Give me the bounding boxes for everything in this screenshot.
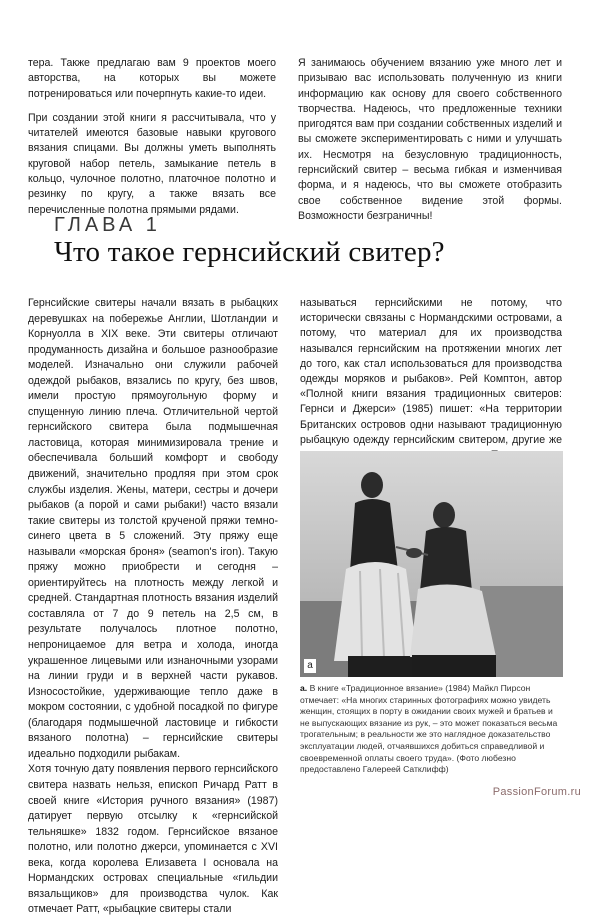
photo-label: а [304, 659, 316, 673]
chapter-label: ГЛАВА 1 [54, 214, 161, 236]
body-paragraph: называться гернсийскими не потому, что исторически связаны с Нормандскими островами, а потому, что материал для их производства назывался гернсийским на протяжении многих лет до того, как стал использоваться для производства одежды моряков и рыбаков». Рей Комптон, автор «Полной книги вязания традиционных свитеров: Гернси и Джерси» (1985) пишет: «На территории Британских островов одни называют традиционную рыбацкую одежду гернсийским свитером, другие же [300, 297, 562, 446]
historical-photo [300, 451, 563, 677]
intro-left-paragraph: При создании этой книги я рассчитывала, что у читателей имеются базовые навыки кругового вязания спицами. Вы должны уметь выполнять круговой набор петель, замыкание петель в кольцо, чулочное полотно, платочное полотно и резинку по кругу, а также вязать все перечисленные полотна прямыми рядами. [28, 111, 276, 216]
intro-right-paragraph: Я занимаюсь обучением вязанию уже много лет и призываю вас использовать полученную из книги информацию как основу для своего собственного творчества. Надеюсь, что предложенные техники пригодятся вам при создании собственных изделий и вы сможете экспериментировать с ними и улучшать их. Несмотря на безусловную традиционность, гернсийский свитер – весьма гибкая и изменчивая форма, и я надеюсь, что вы сможете отобразить свое собственное видение этой формы. Возможности безграничны! [298, 57, 562, 222]
watermark: PassionForum.ru [492, 786, 581, 798]
body-paragraph: Гернсийские свитеры начали вязать в рыбацких деревушках на побережье Англии, Шотландии и Корнуолла в XIX веке. Эти свитеры отличают продуманность дизайна и большое разнообразие моделей. Изначально они служили рабочей одеждой рыбаков, вязались по кругу, без швов, имели простую прямоугольную форму и спущенную линию плеча. Отличительной чертой гернсийского свитера была подмышечная ластовица, которая минимизировала трение и обеспечивала больший комфорт и свободу движений, значительно продляя при этом срок службы изделия. Жены, матери, сестры и дочери рыбаков (а порой и сами рыбаки!) часто вязали такие свитеры из толстой крученой пряжи темно-синего цвета в 5 сложений. Эту пряжу еще называли «морская броня» (seamon's iron). Такую пряжу можно приобрести и сегодня – ориентируйтесь на плотность между легкой и средней. Стандартная плотность вязания изделий составляла от 7 до 9 петель на 2,5 см, в результате получалось плотное полотно, непроницаемое для ветра и холода, иногда украшенное лицевыми или изнаночными узорами на линии груди и в верхней части рукавов. Износостойкие, удерживающие тепло даже в мокром состоянии, с удобной посадкой по фигуре (благодаря подмышечной ластовице и гибкости вязаного полотна) – гернсийские свитеры идеально подходили рыбакам. [28, 297, 278, 760]
body-left-column [28, 296, 278, 918]
photo-illustration [300, 451, 563, 677]
photo-caption [300, 683, 562, 776]
intro-left-paragraph: тера. Также предлагаю вам 9 проектов моего авторства, на которых вы можете потренироваться или почерпнуть какие-то идеи. [28, 57, 276, 100]
caption-label: а. [300, 683, 308, 693]
body-paragraph: Хотя точную дату появления первого гернсийского свитера назвать нельзя, епископ Ричард Ратт в своей книге «История ручного вязания» (1987) датирует первую отсылку к «гернсийской тельняшке» 1832 годом. Гернсийское вязаное полотно, или полотно джерси, упоминается с XVI века, когда королева Елизавета I основала на Нормандских островах специальные «гильдии вязальщиков» для производства чулок. Как отмечает Ратт, «рыбацкие свитеры стали [28, 763, 278, 916]
intro-left-column [28, 56, 276, 218]
chapter-title: Что такое гернсийский свитер? [54, 236, 445, 268]
caption-text: В книге «Традиционное вязание» (1984) Майкл Пирсон отмечает: «На многих старинных фотографиях можно увидеть женщин, стоящих в порту в ожидании своих мужей и братьев и не выпускающих вязание из рук, – это может показаться весьма трогательным; в реальности же это наглядное доказательство эксплуатации людей, отчаявшихся добиться справедливой и своевременной оплаты своего труда». (Фото любезно предоставлено Галереей Сатклифф) [300, 683, 558, 775]
intro-right-column [298, 56, 562, 224]
